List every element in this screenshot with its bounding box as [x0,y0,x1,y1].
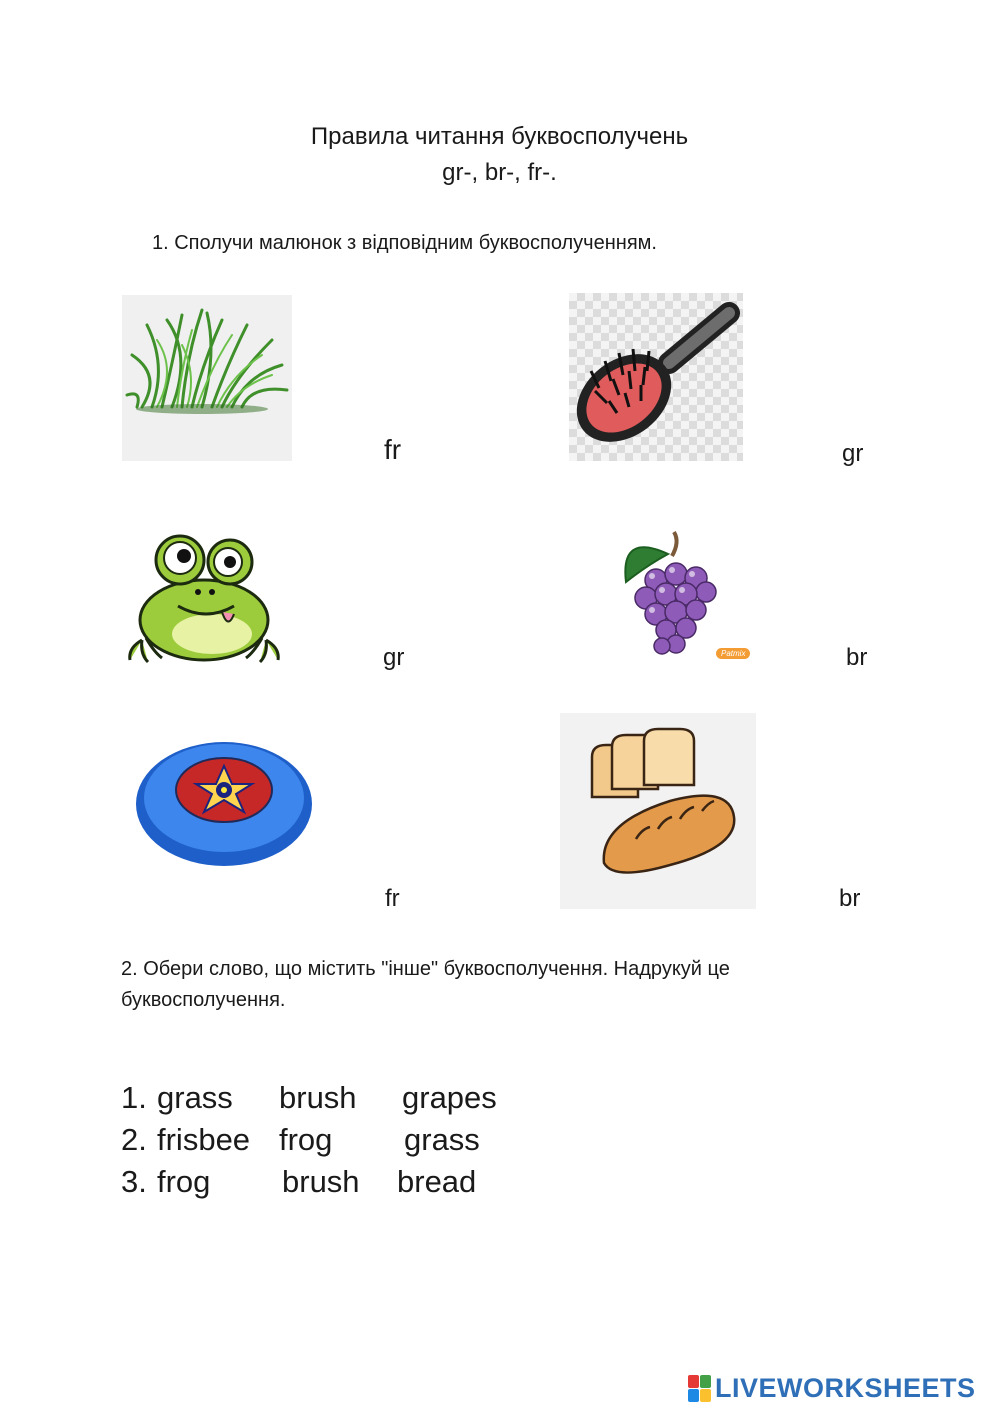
word-option[interactable]: frog [157,1164,211,1199]
word-option[interactable]: grass [404,1122,480,1157]
letter-combination-label[interactable]: br [839,885,861,912]
task2-instruction-continued: буквосполучення. [121,989,286,1011]
letter-combination-label[interactable]: fr [385,885,400,912]
worksheet-subtitle: gr-, br-, fr-. [442,159,557,186]
hairbrush-picture [569,293,743,461]
bread-picture [560,713,756,909]
liveworksheets-logo[interactable] [688,1373,976,1403]
logo-block [688,1375,699,1388]
word-option[interactable]: brush [279,1080,357,1115]
letter-combination-label[interactable]: gr [842,440,864,467]
logo-block [700,1375,711,1388]
word-option[interactable]: bread [397,1164,477,1199]
row-number: 2. [121,1122,147,1157]
task2-instruction: 2. Обери слово, що містить "інше" буквосполучення. Надрукуй це [121,958,730,980]
word-option[interactable]: grass [157,1080,233,1115]
grass-picture [122,295,292,461]
letter-combination-label[interactable]: gr [383,644,405,671]
letter-combination-label[interactable]: br [846,644,868,671]
word-option[interactable]: brush [282,1164,360,1199]
frog-picture [122,530,286,666]
logo-text: LIVEWORKSHEETS [715,1372,976,1403]
watermark-label: Patmix [716,648,750,659]
logo-block [700,1389,711,1402]
worksheet-title: Правила читання буквосполучень [310,123,689,150]
row-number: 3. [121,1164,147,1199]
logo-grid-icon [688,1375,711,1402]
frisbee-picture [132,732,316,876]
word-option[interactable]: frisbee [157,1122,251,1157]
word-option[interactable]: frog [279,1122,333,1157]
logo-block [688,1389,699,1402]
word-option[interactable]: grapes [402,1080,497,1115]
row-number: 1. [121,1080,147,1115]
grapes-picture [600,522,760,672]
letter-combination-label[interactable]: fr [384,434,402,465]
task1-instruction: 1. Сполучи малюнок з відповідним буквосполученням. [152,232,657,254]
